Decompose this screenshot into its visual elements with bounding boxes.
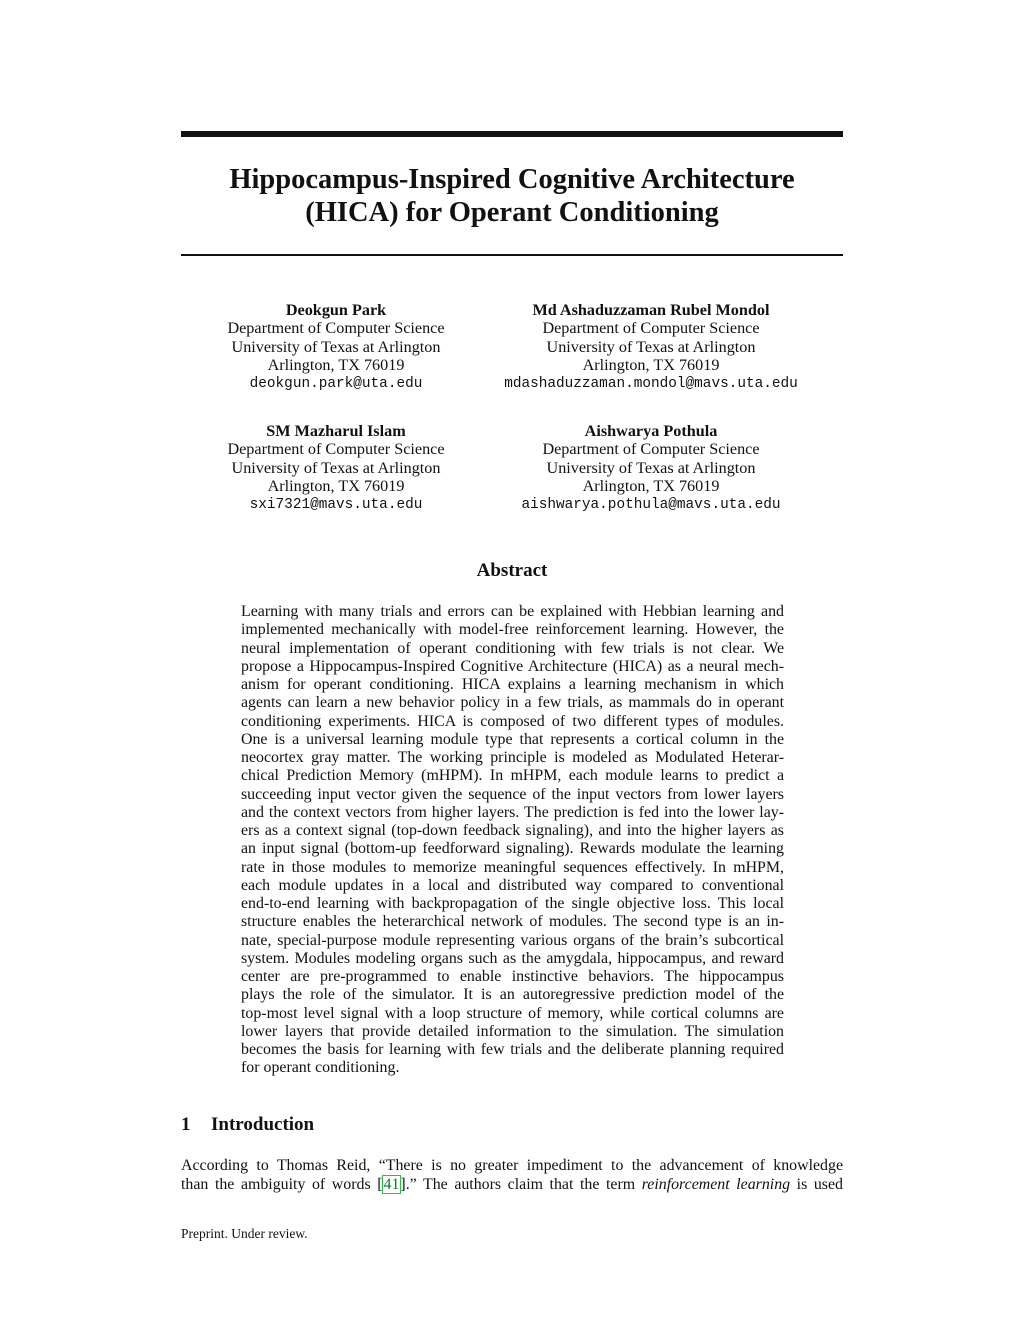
section-title: Introduction <box>211 1114 315 1135</box>
abstract-line: neural implementation of operant conditioning with few trials is not clear. We <box>241 639 784 657</box>
abstract-line: plays the role of the simulator. It is an autoregressive prediction model of the <box>241 986 784 1004</box>
section-heading-introduction <box>181 1114 314 1136</box>
abstract-line: center are pre-programmed to enable instinctive behaviors. The hippocampus <box>241 968 784 985</box>
author-email[interactable]: sxi7321@mavs.uta.edu <box>249 496 423 513</box>
author-email[interactable]: deokgun.park@uta.edu <box>249 375 423 392</box>
paper-title <box>181 163 843 229</box>
title-rule-bottom <box>181 254 843 256</box>
abstract-line: rate in those modules to memorize meaningful sequences effectively. In mHPM, <box>241 858 784 876</box>
author-block-4 <box>476 422 826 514</box>
author-department: Department of Computer Science <box>227 440 445 459</box>
abstract-line: top-most level signal with a loop structure of memory, while cortical columns are <box>241 1004 784 1022</box>
abstract-line: becomes the basis for learning with few trials and the deliberate planning required <box>241 1041 784 1058</box>
author-name: Deokgun Park <box>285 301 387 319</box>
intro-text: is used <box>790 1175 843 1193</box>
intro-text: ].” The authors claim that the term <box>400 1175 642 1193</box>
abstract-line: an input signal (bottom-up feedforward signaling). Rewards modulate the learning <box>241 840 784 858</box>
abstract-line: chical Prediction Memory (mHPM). In mHPM, each module learns to predict a <box>241 767 784 785</box>
author-address: Arlington, TX 76019 <box>582 356 720 375</box>
abstract-heading: Abstract <box>476 560 548 581</box>
abstract-line: succeeding input vector given the sequence of the input vectors from lower layers <box>241 785 784 803</box>
abstract-line: propose a Hippocampus-Inspired Cognitive Architecture (HICA) as a neural mech- <box>241 657 784 675</box>
author-block-1 <box>206 301 466 393</box>
abstract-line: lower layers that provide detailed information to the simulation. The simulation <box>241 1022 784 1040</box>
author-block-2 <box>476 301 826 393</box>
intro-line-1: According to Thomas Reid, “There is no greater impediment to the advancement of knowledge <box>181 1157 843 1174</box>
intro-line-2 <box>181 1176 843 1195</box>
abstract-line: agents can learn a new behavior policy in a few trials, as mammals do in operant <box>241 694 784 712</box>
abstract-line: anism for operant conditioning. HICA explains a learning mechanism in which <box>241 676 784 693</box>
page-footer: Preprint. Under review. <box>181 1226 308 1241</box>
introduction-paragraph <box>181 1157 843 1194</box>
abstract-line: nate, special-purpose module representing various organs of the brain’s subcortical <box>241 931 784 949</box>
author-university: University of Texas at Arlington <box>231 458 441 477</box>
abstract-line: system. Modules modeling organs such as the amygdala, hippocampus, and reward <box>241 949 784 967</box>
title-line-2: (HICA) for Operant Conditioning <box>305 197 719 228</box>
author-address: Arlington, TX 76019 <box>582 477 720 496</box>
author-name: Aishwarya Pothula <box>584 422 718 440</box>
author-block-3 <box>206 422 466 514</box>
intro-emphasis: reinforcement learning <box>641 1175 791 1193</box>
title-line-1: Hippocampus-Inspired Cognitive Architecture <box>229 164 795 195</box>
abstract-line: each module updates in a local and distributed way compared to conventional <box>241 876 784 894</box>
author-name: SM Mazharul Islam <box>266 422 406 440</box>
author-university: University of Texas at Arlington <box>231 337 441 356</box>
abstract-line: neocortex gray matter. The working principle is modeled as Modulated Heterar- <box>241 749 784 766</box>
intro-text: than the ambiguity of words [ <box>181 1175 383 1193</box>
section-number: 1 <box>181 1114 191 1135</box>
author-email[interactable]: aishwarya.pothula@mavs.uta.edu <box>521 496 781 513</box>
abstract-line: implemented mechanically with model-free reinforcement learning. However, the <box>241 621 784 639</box>
abstract-line: One is a universal learning module type that represents a cortical column in the <box>241 730 784 748</box>
author-email[interactable]: mdashaduzzaman.mondol@mavs.uta.edu <box>504 375 798 392</box>
abstract-line: conditioning experiments. HICA is composed of two different types of modules. <box>241 712 784 730</box>
abstract-line: Learning with many trials and errors can be explained with Hebbian learning and <box>241 603 784 620</box>
author-university: University of Texas at Arlington <box>546 337 756 356</box>
abstract-body <box>241 603 784 1078</box>
author-address: Arlington, TX 76019 <box>267 477 405 496</box>
abstract-line: ers as a context signal (top-down feedback signaling), and into the higher layers as <box>241 822 784 839</box>
author-name: Md Ashaduzzaman Rubel Mondol <box>532 301 770 319</box>
abstract-line: for operant conditioning. <box>241 1059 400 1077</box>
author-university: University of Texas at Arlington <box>546 458 756 477</box>
citation-link[interactable]: 41 <box>383 1175 400 1193</box>
author-department: Department of Computer Science <box>227 319 445 338</box>
abstract-line: structure enables the heterarchical network of modules. The second type is an in- <box>241 913 784 931</box>
author-address: Arlington, TX 76019 <box>267 356 405 375</box>
author-department: Department of Computer Science <box>542 440 760 459</box>
abstract-line: end-to-end learning with backpropagation of the single objective loss. This local <box>241 895 784 912</box>
abstract-line: and the context vectors from higher layers. The prediction is fed into the lower lay- <box>241 803 784 821</box>
author-department: Department of Computer Science <box>542 319 760 338</box>
title-rule-top <box>181 131 843 137</box>
